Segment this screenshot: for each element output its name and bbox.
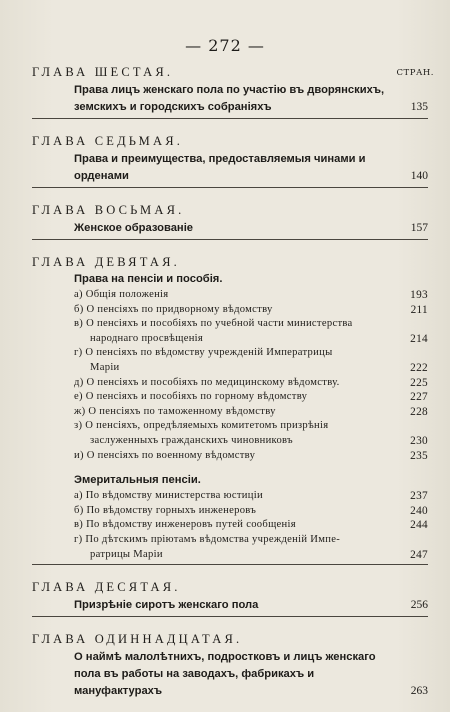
section-heading: Эмеритальныя пенсіи. <box>74 474 201 487</box>
item-page-number: 228 <box>410 405 428 418</box>
toc-item[interactable] <box>32 533 428 562</box>
entry-line: земскихъ и городскихъ собраніяхъ <box>74 101 272 113</box>
item-line: б) По вѣдомству горныхъ инженеровъ <box>74 504 257 516</box>
column-header-pages: СТРАН. <box>396 68 434 78</box>
divider <box>32 187 428 188</box>
toc-entry[interactable] <box>32 649 428 700</box>
entry-page-number: 135 <box>410 101 428 113</box>
item-page-number: 237 <box>410 490 428 503</box>
toc-item[interactable] <box>32 346 428 375</box>
toc-item[interactable] <box>32 288 428 303</box>
chapter-title: ГЛАВА СЕДЬМАЯ. <box>32 134 184 148</box>
entry-page-number: 157 <box>410 222 428 234</box>
entry-line: Права и преимущества, предоставляемыя чинами и <box>74 153 366 165</box>
entry-page-number: 263 <box>410 685 428 698</box>
toc-item[interactable] <box>32 419 428 448</box>
item-line: и) О пенсіяхъ по военному вѣдомству <box>74 449 256 461</box>
item-page-number: 244 <box>410 519 428 532</box>
toc-item[interactable] <box>32 405 428 420</box>
item-page-number: 222 <box>410 361 428 374</box>
toc-item[interactable] <box>32 390 428 405</box>
item-line: з) О пенсіяхъ, опредѣляемыхъ комитетомъ призрѣнія <box>74 420 329 432</box>
item-page-number: 193 <box>410 289 428 301</box>
item-line: е) О пенсіяхъ и пособіяхъ по горному вѣдомству <box>74 391 308 403</box>
entry-page-number: 140 <box>410 170 428 182</box>
entry-line: О наймѣ малолѣтнихъ, подростковъ и лицъ женскаго <box>74 651 376 664</box>
item-line: Маріи <box>90 361 120 373</box>
item-page-number: 230 <box>410 434 428 447</box>
entry-page-number: 256 <box>410 599 428 612</box>
chapter-title: ГЛАВА ВОСЬМАЯ. <box>32 203 185 217</box>
toc-item[interactable] <box>32 317 428 346</box>
item-line: а) Общія положенія <box>74 289 169 300</box>
item-line: г) По дѣтскимъ пріютамъ вѣдомства учрежденій Импе- <box>74 533 341 545</box>
item-line: а) По вѣдомству министерства юстиціи <box>74 490 263 502</box>
item-line: народнаго просвѣщенія <box>90 332 204 344</box>
item-line: заслуженныхъ гражданскихъ чиновниковъ <box>90 434 293 446</box>
page-number: — 272 — <box>185 36 265 55</box>
toc-entry[interactable] <box>32 82 428 116</box>
divider <box>32 616 428 617</box>
entry-line: пола въ работы на заводахъ, фабрикахъ и <box>74 668 315 681</box>
chapter-title: ГЛАВА ДЕСЯТАЯ. <box>32 580 181 595</box>
toc-item[interactable] <box>32 376 428 391</box>
chapter-title: ГЛАВА ОДИННАДЦАТАЯ. <box>32 632 243 647</box>
entry-line: орденами <box>74 170 129 182</box>
item-page-number: 225 <box>410 376 428 389</box>
section-heading: Права на пенсіи и пособія. <box>74 273 223 285</box>
toc-item[interactable] <box>32 449 428 464</box>
table-of-contents <box>32 64 428 700</box>
item-page-number: 214 <box>410 332 428 345</box>
item-page-number: 227 <box>410 391 428 404</box>
item-page-number: 235 <box>410 449 428 462</box>
item-line: б) О пенсіяхъ по придворному вѣдомству <box>74 303 273 315</box>
item-page-number: 240 <box>410 504 428 517</box>
toc-entry[interactable] <box>32 151 428 185</box>
divider <box>32 239 428 240</box>
entry-line: Призрѣніе сиротъ женскаго пола <box>74 599 259 612</box>
divider <box>32 118 428 119</box>
item-line: ж) О пенсіяхъ по таможенному вѣдомству <box>74 405 276 417</box>
toc-item[interactable] <box>32 303 428 318</box>
toc-item[interactable] <box>32 518 428 533</box>
item-page-number: 247 <box>410 548 428 561</box>
item-line: д) О пенсіяхъ и пособіяхъ по медицинскому вѣдомству. <box>74 376 340 388</box>
entry-line: мануфактурахъ <box>74 685 163 698</box>
entry-line: Женское образованіе <box>74 222 194 234</box>
item-line: в) По вѣдомству инженеровъ путей сообщенія <box>74 519 296 531</box>
toc-item[interactable] <box>32 504 428 519</box>
divider <box>32 564 428 565</box>
item-page-number: 211 <box>410 303 428 316</box>
entry-line: Права лицъ женскаго пола по участію въ дворянскихъ, <box>74 84 385 96</box>
toc-item[interactable] <box>32 489 428 504</box>
toc-entry[interactable] <box>32 220 428 237</box>
toc-entry[interactable] <box>32 597 428 614</box>
item-line: ратрицы Маріи <box>90 548 163 560</box>
chapter-title: ГЛАВА ШЕСТАЯ. <box>32 65 174 79</box>
chapter-title: ГЛАВА ДЕВЯТАЯ. <box>32 255 181 269</box>
item-line: г) О пенсіяхъ по вѣдомству учрежденій Императрицы <box>74 347 333 359</box>
item-line: в) О пенсіяхъ и пособіяхъ по учебной части министерства <box>74 318 353 330</box>
